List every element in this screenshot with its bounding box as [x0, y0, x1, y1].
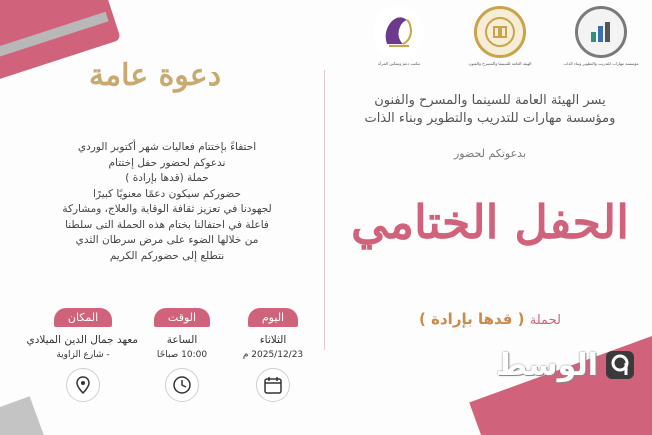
paragraph-line: لجهودنا في تعزيز ثقافة الوقاية والعلاج، ومشاركة: [62, 203, 272, 215]
women-profile-icon: [373, 6, 425, 58]
paragraph-line: نتطلع إلى حضوركم الكريم: [109, 249, 225, 262]
paragraph-line: احتفاءً بإختتام فعاليات شهر أكتوبر الوردي: [77, 141, 257, 153]
seal-icon: [474, 6, 526, 58]
alwasat-watermark: [460, 345, 636, 385]
info-time: [137, 306, 227, 402]
intro-line-1: يسر الهيئة العامة للسينما والمسرح والفنون: [374, 93, 606, 108]
place-value: معهد جمال الدين الميلادي: [26, 334, 138, 346]
place-label: المكان: [54, 308, 112, 327]
intro-line-2: ومؤسسة مهارات للتدريب والتطوير وبناء الذات: [364, 111, 616, 126]
alwasat-logo-icon: [604, 349, 636, 381]
campaign-name: ( قدها بإرادة ): [419, 310, 525, 328]
calendar-icon: [256, 368, 290, 402]
page-title: دعوة عامة: [88, 58, 222, 93]
logos-row: [355, 6, 645, 86]
decor-corner-bottom-left: [0, 396, 47, 435]
campaign-line: [340, 310, 640, 328]
cinema-authority-logo: الهيئة العامة للسينما والمسرح والفنون: [456, 6, 544, 86]
clock-icon: [165, 368, 199, 402]
day-value: الثلاثاء: [259, 334, 287, 346]
info-day: [228, 306, 318, 402]
time-label: الوقت: [154, 308, 210, 327]
paragraph-line: فاعلة في احتفالنا بختام هذه الحملة التى سلطنا: [65, 218, 269, 231]
time-title: الساعة: [166, 334, 198, 346]
mahara-logo: مؤسسة مهارات للتدريب والتطوير وبناء الذات: [557, 6, 645, 86]
invite-line: بدعوتكم لحضور: [453, 147, 527, 160]
time-value: 10:00 صباحًا: [156, 350, 208, 360]
invitation-paragraph: [8, 140, 326, 264]
location-pin-icon: [66, 368, 100, 402]
headline: الحفل الختامي: [351, 195, 629, 249]
paragraph-line: من خلالها الضوء على مرض سرطان الثدي: [75, 234, 259, 246]
paragraph-line: حملة (قدها بإرادة ): [125, 172, 209, 184]
watermark-text: الوسط: [496, 347, 598, 383]
street-value: - شارع الزاوية: [56, 350, 110, 360]
paragraph-line: حضوركم سيكون دعمًا معنويًا كبيرًا: [93, 187, 241, 200]
paragraph-line: ندعوكم لحضور حفل إختتام: [108, 156, 226, 169]
women-office-logo: مكتب دعم وتمكين المرأة: [355, 6, 443, 86]
campaign-label: لحملة: [529, 313, 561, 328]
intro-text: [340, 92, 640, 128]
day-label: اليوم: [248, 308, 298, 327]
info-place: [28, 306, 138, 402]
date-value: 2025/12/23 م: [242, 350, 304, 360]
building-icon: [575, 6, 627, 58]
